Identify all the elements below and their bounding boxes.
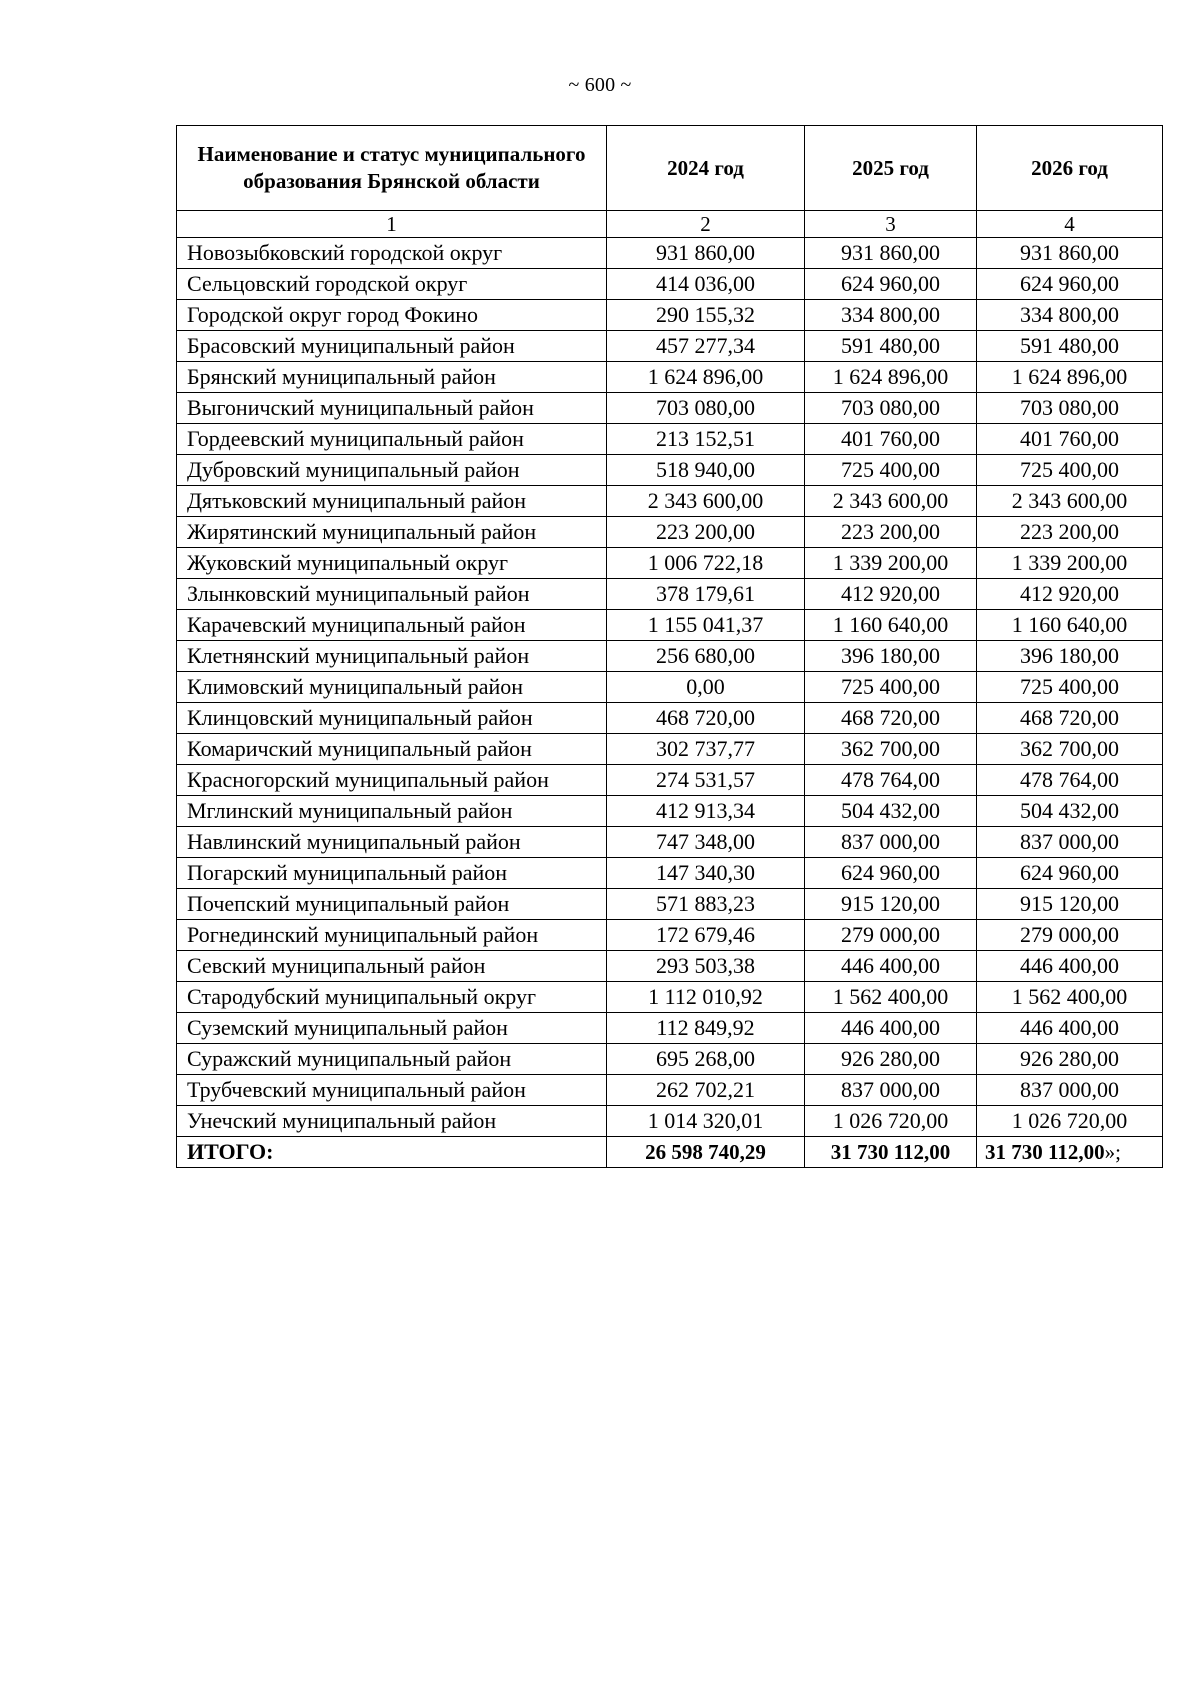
value-2024: 1 112 010,92 xyxy=(607,982,805,1013)
budget-distribution-table xyxy=(176,125,1163,1168)
value-2025: 703 080,00 xyxy=(805,393,977,424)
municipality-name: Суземский муниципальный район xyxy=(177,1013,607,1044)
value-2025: 334 800,00 xyxy=(805,300,977,331)
value-2026: 1 624 896,00 xyxy=(977,362,1163,393)
table-row xyxy=(177,424,1163,455)
value-2026: 396 180,00 xyxy=(977,641,1163,672)
value-2024: 293 503,38 xyxy=(607,951,805,982)
value-2024: 412 913,34 xyxy=(607,796,805,827)
value-2025: 1 562 400,00 xyxy=(805,982,977,1013)
value-2025: 837 000,00 xyxy=(805,827,977,858)
table-row xyxy=(177,920,1163,951)
value-2024: 274 531,57 xyxy=(607,765,805,796)
value-2026: 1 160 640,00 xyxy=(977,610,1163,641)
value-2024: 1 155 041,37 xyxy=(607,610,805,641)
value-2026: 837 000,00 xyxy=(977,827,1163,858)
value-2025: 926 280,00 xyxy=(805,1044,977,1075)
value-2024: 378 179,61 xyxy=(607,579,805,610)
column-number-row xyxy=(177,211,1163,238)
header-municipality: Наименование и статус муниципального образования Брянской области xyxy=(177,126,607,211)
value-2025: 1 026 720,00 xyxy=(805,1106,977,1137)
value-2026: 725 400,00 xyxy=(977,672,1163,703)
value-2025: 915 120,00 xyxy=(805,889,977,920)
value-2024: 302 737,77 xyxy=(607,734,805,765)
municipality-name: Погарский муниципальный район xyxy=(177,858,607,889)
municipality-name: Красногорский муниципальный район xyxy=(177,765,607,796)
table-row xyxy=(177,362,1163,393)
header-2026: 2026 год xyxy=(977,126,1163,211)
municipality-name: Новозыбковский городской округ xyxy=(177,238,607,269)
table-row xyxy=(177,1044,1163,1075)
value-2024: 518 940,00 xyxy=(607,455,805,486)
value-2024: 695 268,00 xyxy=(607,1044,805,1075)
value-2026: 624 960,00 xyxy=(977,858,1163,889)
table-row xyxy=(177,455,1163,486)
municipality-name: Суражский муниципальный район xyxy=(177,1044,607,1075)
value-2025: 279 000,00 xyxy=(805,920,977,951)
value-2026: 1 339 200,00 xyxy=(977,548,1163,579)
value-2026: 412 920,00 xyxy=(977,579,1163,610)
value-2026: 926 280,00 xyxy=(977,1044,1163,1075)
table-row xyxy=(177,610,1163,641)
value-2025: 931 860,00 xyxy=(805,238,977,269)
value-2024: 0,00 xyxy=(607,672,805,703)
municipality-name: Комаричский муниципальный район xyxy=(177,734,607,765)
value-2024: 172 679,46 xyxy=(607,920,805,951)
table-row xyxy=(177,858,1163,889)
total-2024: 26 598 740,29 xyxy=(607,1137,805,1168)
table-row xyxy=(177,579,1163,610)
table-row xyxy=(177,486,1163,517)
municipality-name: Гордеевский муниципальный район xyxy=(177,424,607,455)
value-2025: 725 400,00 xyxy=(805,455,977,486)
municipality-name: Выгоничский муниципальный район xyxy=(177,393,607,424)
value-2026: 401 760,00 xyxy=(977,424,1163,455)
value-2026: 334 800,00 xyxy=(977,300,1163,331)
header-2025: 2025 год xyxy=(805,126,977,211)
value-2025: 362 700,00 xyxy=(805,734,977,765)
value-2024: 1 006 722,18 xyxy=(607,548,805,579)
municipality-name: Трубчевский муниципальный район xyxy=(177,1075,607,1106)
table-row xyxy=(177,1106,1163,1137)
table-row xyxy=(177,393,1163,424)
value-2024: 1 624 896,00 xyxy=(607,362,805,393)
municipality-name: Сельцовский городской округ xyxy=(177,269,607,300)
value-2026: 703 080,00 xyxy=(977,393,1163,424)
value-2026: 1 026 720,00 xyxy=(977,1106,1163,1137)
value-2026: 504 432,00 xyxy=(977,796,1163,827)
value-2026: 915 120,00 xyxy=(977,889,1163,920)
municipality-name: Мглинский муниципальный район xyxy=(177,796,607,827)
value-2024: 931 860,00 xyxy=(607,238,805,269)
table-body xyxy=(177,238,1163,1137)
table-row xyxy=(177,982,1163,1013)
municipality-name: Брасовский муниципальный район xyxy=(177,331,607,362)
table-row xyxy=(177,703,1163,734)
value-2024: 262 702,21 xyxy=(607,1075,805,1106)
municipality-name: Рогнединский муниципальный район xyxy=(177,920,607,951)
value-2026: 223 200,00 xyxy=(977,517,1163,548)
value-2024: 457 277,34 xyxy=(607,331,805,362)
value-2024: 213 152,51 xyxy=(607,424,805,455)
table-row xyxy=(177,951,1163,982)
value-2025: 446 400,00 xyxy=(805,1013,977,1044)
municipality-name: Городской округ город Фокино xyxy=(177,300,607,331)
municipality-name: Брянский муниципальный район xyxy=(177,362,607,393)
total-row xyxy=(177,1137,1163,1168)
total-2026: 31 730 112,00 xyxy=(985,1140,1105,1164)
municipality-name: Карачевский муниципальный район xyxy=(177,610,607,641)
value-2026: 837 000,00 xyxy=(977,1075,1163,1106)
table-row xyxy=(177,548,1163,579)
table-row xyxy=(177,734,1163,765)
value-2026: 2 343 600,00 xyxy=(977,486,1163,517)
municipality-name: Севский муниципальный район xyxy=(177,951,607,982)
value-2024: 147 340,30 xyxy=(607,858,805,889)
value-2026: 931 860,00 xyxy=(977,238,1163,269)
table-row xyxy=(177,331,1163,362)
value-2026: 446 400,00 xyxy=(977,1013,1163,1044)
table-header-row xyxy=(177,126,1163,211)
value-2026: 1 562 400,00 xyxy=(977,982,1163,1013)
column-number: 2 xyxy=(607,211,805,238)
municipality-name: Жуковский муниципальный округ xyxy=(177,548,607,579)
table-row xyxy=(177,269,1163,300)
value-2025: 401 760,00 xyxy=(805,424,977,455)
table-row xyxy=(177,796,1163,827)
value-2025: 1 160 640,00 xyxy=(805,610,977,641)
value-2024: 747 348,00 xyxy=(607,827,805,858)
value-2024: 468 720,00 xyxy=(607,703,805,734)
total-2025: 31 730 112,00 xyxy=(805,1137,977,1168)
value-2026: 624 960,00 xyxy=(977,269,1163,300)
table-row xyxy=(177,1075,1163,1106)
value-2025: 412 920,00 xyxy=(805,579,977,610)
value-2025: 223 200,00 xyxy=(805,517,977,548)
table-row xyxy=(177,641,1163,672)
table-row xyxy=(177,300,1163,331)
value-2024: 1 014 320,01 xyxy=(607,1106,805,1137)
value-2025: 504 432,00 xyxy=(805,796,977,827)
value-2026: 446 400,00 xyxy=(977,951,1163,982)
municipality-name: Навлинский муниципальный район xyxy=(177,827,607,858)
value-2024: 703 080,00 xyxy=(607,393,805,424)
value-2025: 468 720,00 xyxy=(805,703,977,734)
municipality-name: Дятьковский муниципальный район xyxy=(177,486,607,517)
municipality-name: Климовский муниципальный район xyxy=(177,672,607,703)
municipality-name: Стародубский муниципальный округ xyxy=(177,982,607,1013)
municipality-name: Унечский муниципальный район xyxy=(177,1106,607,1137)
closing-quote: »; xyxy=(1104,1140,1121,1164)
value-2026: 591 480,00 xyxy=(977,331,1163,362)
total-2026-cell xyxy=(977,1137,1163,1168)
column-number: 1 xyxy=(177,211,607,238)
value-2025: 1 339 200,00 xyxy=(805,548,977,579)
table-row xyxy=(177,889,1163,920)
value-2026: 478 764,00 xyxy=(977,765,1163,796)
value-2026: 362 700,00 xyxy=(977,734,1163,765)
value-2024: 112 849,92 xyxy=(607,1013,805,1044)
municipality-name: Жирятинский муниципальный район xyxy=(177,517,607,548)
column-number: 3 xyxy=(805,211,977,238)
value-2024: 571 883,23 xyxy=(607,889,805,920)
value-2025: 478 764,00 xyxy=(805,765,977,796)
table-row xyxy=(177,1013,1163,1044)
value-2024: 290 155,32 xyxy=(607,300,805,331)
municipality-name: Злынковский муниципальный район xyxy=(177,579,607,610)
value-2025: 591 480,00 xyxy=(805,331,977,362)
value-2024: 223 200,00 xyxy=(607,517,805,548)
value-2024: 414 036,00 xyxy=(607,269,805,300)
value-2025: 837 000,00 xyxy=(805,1075,977,1106)
table-row xyxy=(177,517,1163,548)
value-2025: 624 960,00 xyxy=(805,269,977,300)
value-2024: 2 343 600,00 xyxy=(607,486,805,517)
municipality-name: Клинцовский муниципальный район xyxy=(177,703,607,734)
table-row xyxy=(177,765,1163,796)
value-2025: 446 400,00 xyxy=(805,951,977,982)
municipality-name: Дубровский муниципальный район xyxy=(177,455,607,486)
page-number: ~ 600 ~ xyxy=(568,74,632,96)
value-2025: 1 624 896,00 xyxy=(805,362,977,393)
total-label: ИТОГО: xyxy=(177,1137,607,1168)
value-2025: 396 180,00 xyxy=(805,641,977,672)
table-row xyxy=(177,238,1163,269)
table-row xyxy=(177,672,1163,703)
value-2024: 256 680,00 xyxy=(607,641,805,672)
column-number: 4 xyxy=(977,211,1163,238)
value-2025: 624 960,00 xyxy=(805,858,977,889)
value-2026: 468 720,00 xyxy=(977,703,1163,734)
municipality-name: Клетнянский муниципальный район xyxy=(177,641,607,672)
value-2025: 725 400,00 xyxy=(805,672,977,703)
value-2026: 279 000,00 xyxy=(977,920,1163,951)
header-2024: 2024 год xyxy=(607,126,805,211)
table-row xyxy=(177,827,1163,858)
value-2026: 725 400,00 xyxy=(977,455,1163,486)
municipality-name: Почепский муниципальный район xyxy=(177,889,607,920)
value-2025: 2 343 600,00 xyxy=(805,486,977,517)
